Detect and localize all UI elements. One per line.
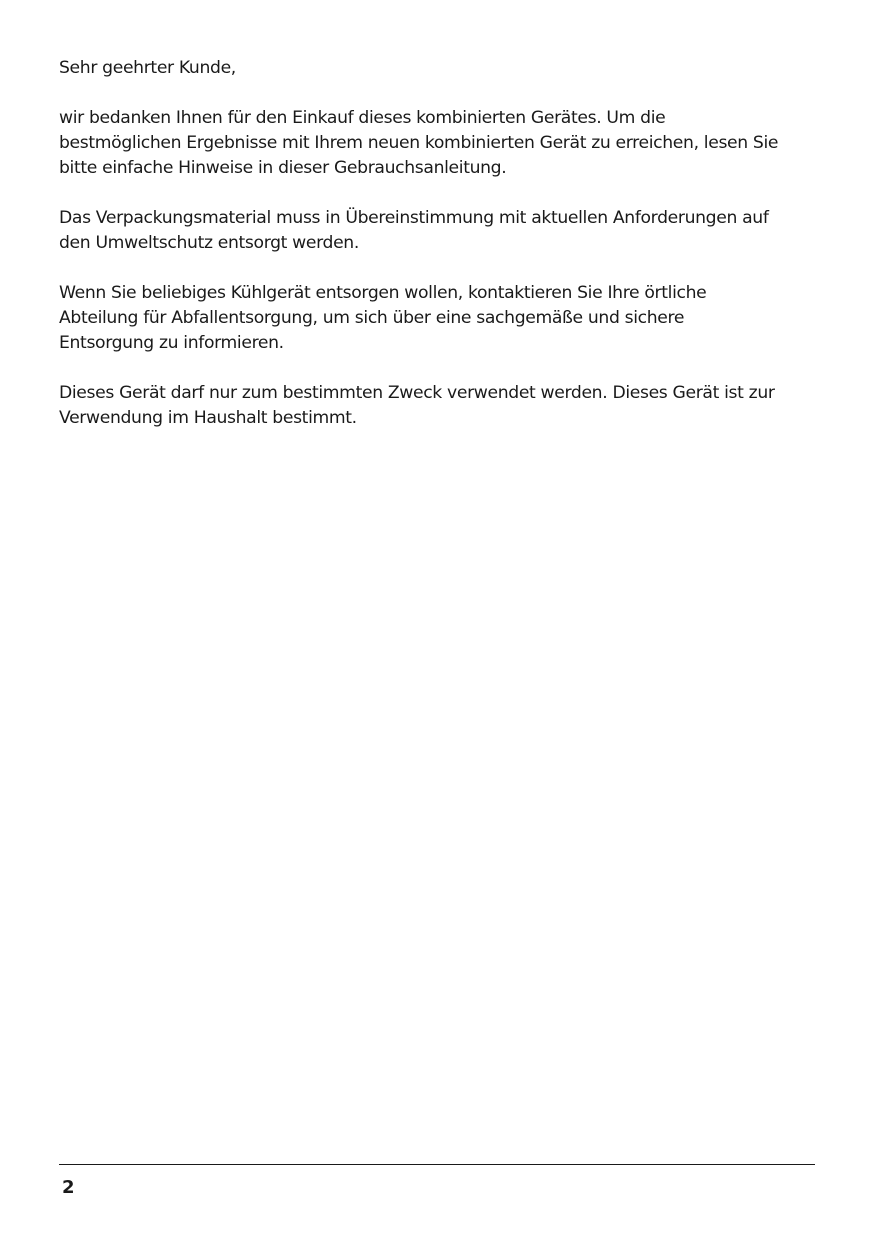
paragraph-line: Wenn Sie beliebiges Kühlgerät entsorgen wollen, kontaktieren Sie Ihre örtliche [59,283,707,303]
paragraph-line: Entsorgung zu informieren. [59,333,284,353]
document-body [59,56,819,456]
paragraph-packaging [59,206,819,256]
paragraph-thanks [59,106,819,181]
greeting [59,56,819,81]
page-number: 2 [62,1177,75,1198]
paragraph-line: den Umweltschutz entsorgt werden. [59,233,359,253]
footer-divider [59,1164,815,1165]
greeting-line: Sehr geehrter Kunde, [59,58,236,78]
paragraph-line: Dieses Gerät darf nur zum bestimmten Zweck verwendet werden. Dieses Gerät ist zur [59,383,775,403]
paragraph-line: Abteilung für Abfallentsorgung, um sich über eine sachgemäße und sichere [59,308,685,328]
paragraph-disposal [59,281,819,356]
paragraph-line: wir bedanken Ihnen für den Einkauf dieses kombinierten Gerätes. Um die [59,108,666,128]
paragraph-line: Das Verpackungsmaterial muss in Übereinstimmung mit aktuellen Anforderungen auf [59,208,769,228]
paragraph-line: bestmöglichen Ergebnisse mit Ihrem neuen kombinierten Gerät zu erreichen, lesen Sie [59,133,779,153]
paragraph-line: bitte einfache Hinweise in dieser Gebrauchsanleitung. [59,158,507,178]
paragraph-line: Verwendung im Haushalt bestimmt. [59,408,357,428]
paragraph-usage [59,381,819,431]
